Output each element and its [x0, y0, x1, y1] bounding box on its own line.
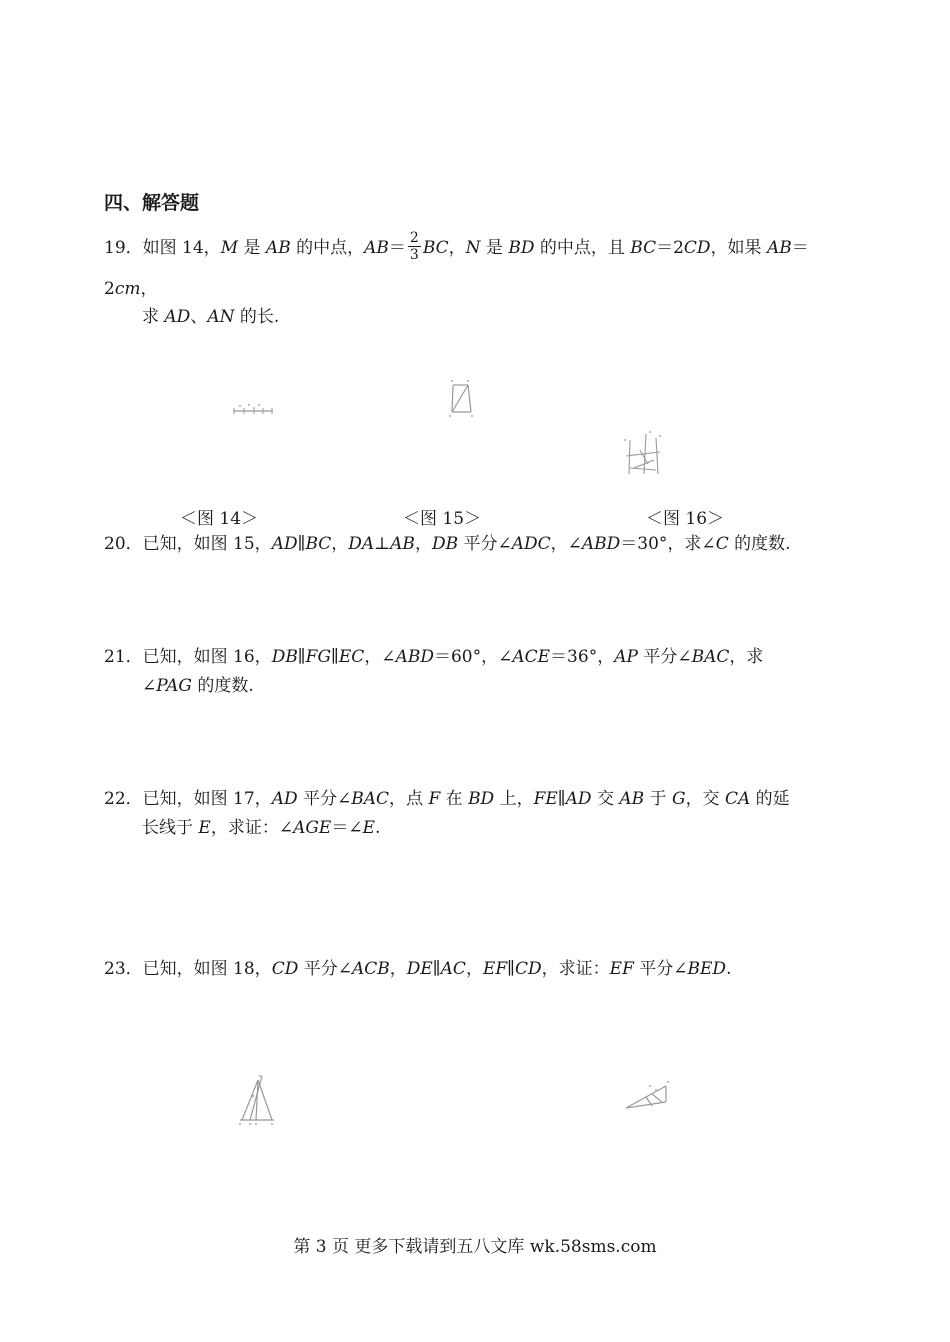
text: 长线于 — [142, 818, 199, 838]
math-expr: FE∥AD — [533, 789, 592, 809]
figure-14-caption: ＜图 14＞ — [180, 509, 259, 529]
figure-15-caption: ＜图 15＞ — [403, 509, 482, 529]
math-var: CA — [724, 789, 751, 809]
math-expr: AD∥BC — [271, 534, 332, 554]
math-var: BC — [422, 238, 449, 258]
text: . — [726, 959, 732, 979]
math-var: AB — [265, 238, 291, 258]
math-var: E — [198, 818, 211, 838]
text: 平分∠ — [297, 789, 352, 809]
math-var: E — [362, 818, 376, 838]
text: ，求 — [729, 647, 764, 667]
math-var: BD — [508, 238, 535, 258]
math-var: M — [220, 238, 239, 258]
math-var: BD — [468, 789, 495, 809]
math-var: AB — [766, 238, 792, 258]
math-expr: DB∥FG∥EC — [271, 647, 365, 667]
math-expr: DE∥AC — [406, 959, 466, 979]
math-var: F — [428, 789, 441, 809]
math-var: ABD — [581, 534, 621, 554]
figure-18-image — [622, 1078, 670, 1112]
text: ＝ — [791, 238, 809, 258]
text: 的中点，且 — [534, 238, 631, 258]
text: 已知，如图 15， — [142, 534, 272, 554]
math-var: AGE — [293, 818, 332, 838]
question-number: 19． — [104, 238, 143, 258]
question-23 — [104, 958, 731, 980]
question-number: 20． — [104, 534, 143, 554]
text: ，如果 — [710, 238, 767, 258]
text: ， — [331, 534, 349, 554]
text: 平分∠ — [633, 959, 688, 979]
text: ， — [140, 279, 158, 299]
text: ， — [465, 959, 483, 979]
math-var: DB — [431, 534, 459, 554]
text: ，求证：∠ — [210, 818, 294, 838]
math-var: ADC — [511, 534, 551, 554]
text: 是 — [238, 238, 266, 258]
text: 交 — [591, 789, 620, 809]
question-number: 21． — [104, 647, 143, 667]
math-var: ACB — [351, 959, 390, 979]
figure-14-image — [230, 400, 276, 418]
question-22-line-2 — [142, 817, 380, 839]
text: ＝ — [388, 238, 406, 258]
question-19-line-2 — [104, 278, 157, 300]
figure-16-caption: ＜图 16＞ — [646, 509, 725, 529]
section-title: 四、解答题 — [104, 192, 200, 214]
figure-16-image — [620, 430, 666, 480]
question-number: 23． — [104, 959, 143, 979]
text: ，求证： — [541, 959, 610, 979]
text: 的长. — [234, 307, 280, 327]
math-var: AN — [207, 307, 235, 327]
math-var: CD — [683, 238, 711, 258]
math-var: C — [715, 534, 729, 554]
text: 的中点， — [290, 238, 365, 258]
question-19-line-1 — [104, 232, 809, 265]
text: 2 — [104, 279, 115, 299]
fraction-numerator: 2 — [409, 230, 419, 246]
math-var: CD — [271, 959, 299, 979]
math-expr: DA⊥AB — [348, 534, 415, 554]
math-var: BAC — [691, 647, 730, 667]
text: 是 — [480, 238, 509, 258]
math-var: AB — [619, 789, 645, 809]
fraction — [408, 230, 421, 263]
math-var: N — [465, 238, 481, 258]
figure-17-image — [236, 1074, 278, 1128]
text: ∠ — [142, 676, 157, 696]
question-20 — [104, 533, 791, 555]
text: 、 — [190, 307, 208, 327]
math-var: BAC — [351, 789, 390, 809]
text: 于 — [644, 789, 672, 809]
math-var: AD — [271, 789, 298, 809]
text: 平分∠ — [637, 647, 692, 667]
question-19-line-3 — [142, 306, 279, 328]
text: . — [375, 818, 381, 838]
math-var: BC — [630, 238, 657, 258]
text: 求 — [142, 307, 165, 327]
text: 已知，如图 18， — [142, 959, 272, 979]
text: ＝60°，∠ — [433, 647, 513, 667]
math-var: G — [671, 789, 686, 809]
text: 的延 — [750, 789, 790, 809]
math-var: AD — [164, 307, 191, 327]
question-number: 22． — [104, 789, 143, 809]
math-var: PAG — [156, 676, 192, 696]
figure-15-image — [446, 378, 476, 418]
fraction-denominator: 3 — [409, 247, 419, 263]
question-22-line-1 — [104, 788, 790, 810]
math-var: EF — [609, 959, 634, 979]
page-footer: 第 3 页 更多下载请到五八文库 wk.58sms.com — [293, 1237, 657, 1257]
text: ，交 — [685, 789, 725, 809]
text: 的度数. — [728, 534, 791, 554]
text: ，点 — [389, 789, 429, 809]
text: 已知，如图 17， — [142, 789, 272, 809]
text: ，∠ — [364, 647, 396, 667]
math-var: ACE — [512, 647, 551, 667]
text: ， — [448, 238, 466, 258]
text: ， — [414, 534, 432, 554]
text: ＝2 — [656, 238, 684, 258]
math-expr: EF∥CD — [482, 959, 542, 979]
text: ＝30°，求∠ — [620, 534, 716, 554]
text: ， — [389, 959, 407, 979]
text: 如图 14， — [142, 238, 221, 258]
text: 平分∠ — [458, 534, 512, 554]
text: 的度数. — [192, 676, 254, 696]
math-var: AP — [614, 647, 638, 667]
text: 在 — [440, 789, 469, 809]
math-var: ABD — [395, 647, 434, 667]
text: 已知，如图 16， — [142, 647, 272, 667]
text: 平分∠ — [298, 959, 352, 979]
text: ，∠ — [550, 534, 582, 554]
text: ＝36°， — [550, 647, 615, 667]
question-21-line-2 — [142, 675, 254, 697]
math-var: BED — [687, 959, 727, 979]
math-var: AB — [364, 238, 389, 258]
text: 上， — [494, 789, 534, 809]
text: ＝∠ — [331, 818, 363, 838]
math-unit: cm — [114, 279, 141, 299]
question-21-line-1 — [104, 646, 763, 668]
